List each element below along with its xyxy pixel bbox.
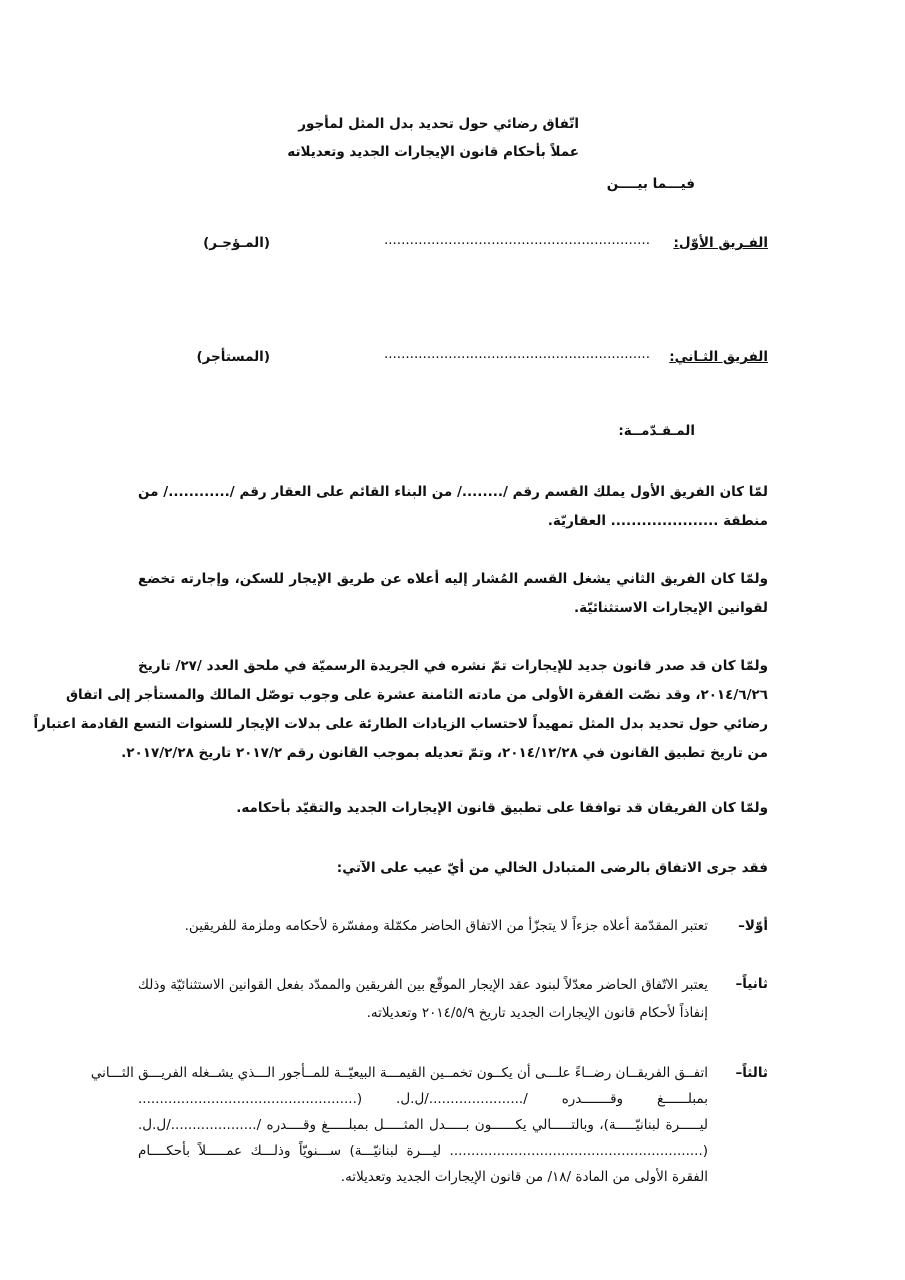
document-title-line-2: عملاً بأحكام قانون الإيجارات الجديد وتعديلاته	[287, 144, 579, 160]
between-heading: فيـــما بيــــن	[606, 176, 695, 192]
clause-3-line-3: ليـــــرة لبنانيّـــــة)، وبالتـــــالي يكــــــون بـــــدل المثـــــل بمبلـــــغ وقــــدره /..................../ل.ل.	[138, 1117, 708, 1133]
clause-3-text	[90, 1060, 708, 1190]
second-party-role: (المستأجر)	[196, 349, 270, 365]
clause-2-line-2: إنفاذاً لأحكام قانون الإيجارات الجديد تاريخ ٢٠١٤/٥/٩ وتعديلاته.	[366, 1005, 708, 1021]
first-party-dots: ..............................................................	[383, 232, 650, 248]
intro-paragraph-1-line-2: منطقة ..................... العقاريّة.	[547, 513, 768, 529]
second-party-dots: ..............................................................	[383, 346, 650, 362]
intro-paragraph-4: ولمّا كان الفريقان قد توافقا على تطبيق قانون الإيجارات الجديد والتقيّد بأحكامه.	[236, 800, 768, 816]
intro-paragraph-3-line-2: ٢٠١٤/٦/٢٦، وقد نصّت الفقرة الأولى من مادته الثامنة عشرة على وجوب توصّل المالك والمستأجر إلى اتفاق	[65, 687, 768, 703]
first-party-role: (المـؤجـر)	[203, 235, 270, 251]
clause-1-label: أوّلا–	[738, 918, 768, 934]
intro-paragraph-1-line-1: لمّا كان الفريق الأول يملك القسم رقم /......../ من البناء القائم على العقار رقم /............/ من	[138, 484, 768, 500]
intro-paragraph-3-line-4: من تاريخ تطبيق القانون في ٢٠١٤/١٢/٢٨، وتمّ تعديله بموجب القانون رقم ٢٠١٧/٢ تاريخ ٢٠١٧/٢/٢٨.	[121, 745, 768, 761]
intro-paragraph-2	[138, 565, 768, 623]
intro-paragraph-3-line-3: رضائي حول تحديد بدل المثل تمهيداً لاحتساب الزيادات الطارئة على بدلات الإيجار للسنوات التسع القادمة اعتباراً	[33, 716, 768, 732]
intro-paragraph-2-line-1: ولمّا كان الفريق الثاني يشغل القسم المُشار إليه أعلاه عن طريق الإيجار للسكن، وإجارته تخضع	[138, 571, 768, 587]
clause-3-line-5: الفقرة الأولى من المادة /١٨/ من قانون الإيجارات الجديد وتعديلاته.	[340, 1169, 708, 1185]
document-title-line-1: اتّفاق رضائي حول تحديد بدل المثل لمأجور	[298, 116, 579, 132]
clause-1-text: تعتبر المقدّمة أعلاه جزءاً لا يتجزّأ من الاتفاق الحاضر مكمّلة ومفسّرة لأحكامه وملزمة للفريقين.	[184, 918, 708, 934]
clause-3-line-4: (........................................................... ليـــرة لبنانيّـــة) ســـنويّاً وذلـــك عمـــــلاً بأحكــــام	[138, 1143, 708, 1159]
intro-paragraph-2-line-2: لقوانين الإيجارات الاستثنائيّة.	[574, 600, 768, 616]
clause-2-label: ثانياً–	[735, 976, 768, 992]
first-party-label: الفـريق الأوّل:	[673, 235, 768, 251]
intro-paragraph-3-line-1: ولمّا كان قد صدر قانون جديد للإيجارات تمّ نشره في الجريدة الرسميّة في ملحق العدد /٢٧/ تاريخ	[138, 658, 768, 674]
clause-2-text	[138, 971, 708, 1027]
intro-paragraph-1	[138, 478, 768, 536]
intro-paragraph-3	[33, 652, 768, 768]
introduction-heading: المـقـدّمــة:	[618, 423, 695, 439]
clause-3-line-1: اتفــق الفريقــان رضــاءً علـــى أن يكــون تخمــين القيمـــة البيعيّــة للمــأجور الـــذي يشــغله الفريـــق الثـــاني	[90, 1065, 708, 1081]
second-party-label: الفريق الثـاني:	[669, 349, 768, 365]
clause-3-label: ثالثاً–	[735, 1065, 768, 1081]
intro-paragraph-5: فقد جرى الاتفاق بالرضى المتبادل الخالي من أيّ عيب على الآتي:	[336, 860, 768, 876]
clause-3-line-2: بمبلــــــغ وقـــــــدره /....................../ل.ل. (...................................................	[138, 1091, 708, 1107]
clause-2-line-1: يعتبر الاتّفاق الحاضر معدّلاً لبنود عقد الإيجار الموقّع بين الفريقين والممدّد بفعل القوانين الاستثنائيّة وذلك	[137, 977, 708, 993]
